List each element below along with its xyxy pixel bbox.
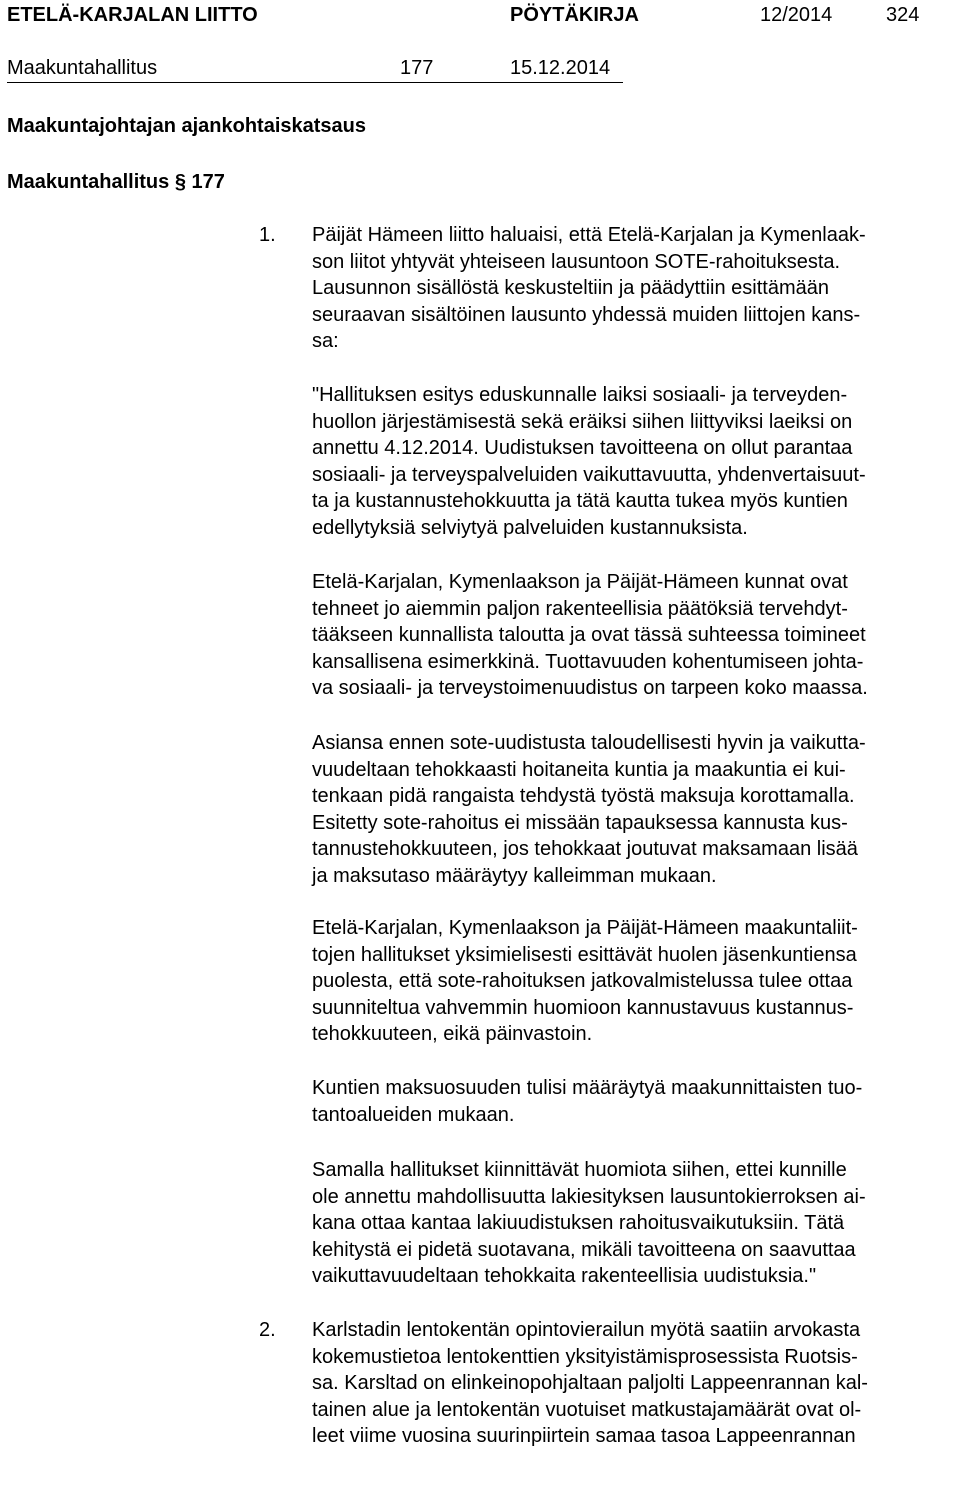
paragraph	[312, 915, 952, 1048]
text-line: "Hallituksen esitys eduskunnalle laiksi sosiaali- ja terveyden-	[312, 384, 848, 406]
text-line: tojen hallitukset yksimielisesti esittävät huolen jäsenkuntiensa	[312, 943, 857, 966]
text-line: Etelä-Karjalan, Kymenlaakson ja Päijät-Hämeen kunnat ovat	[312, 571, 848, 593]
paragraph	[312, 1317, 952, 1450]
document-number: 12/2014	[760, 4, 833, 26]
text-line: son liitot yhtyvät yhteiseen lausuntoon SOTE-rahoituksesta.	[312, 250, 841, 273]
text-line: annettu 4.12.2014. Uudistuksen tavoitteena on ollut parantaa	[312, 437, 853, 460]
page-number: 324	[886, 4, 920, 26]
text-line: seuraavan sisältöinen lausunto yhdessä muiden liittojen kans-	[312, 303, 861, 326]
list-number: 2.	[259, 1319, 276, 1341]
text-line: sa:	[312, 330, 339, 353]
text-line: tehneet jo aiemmin paljon rakenteellisia päätöksiä tervehdyt-	[312, 597, 848, 620]
text-line: kana ottaa kantaa lakiuudistuksen rahoitusvaikutuksiin. Tätä	[312, 1212, 845, 1235]
text-line: Kuntien maksuosuuden tulisi määräytyä maakunnittaisten tuo-	[312, 1077, 863, 1099]
paragraph	[312, 1075, 952, 1128]
text-line: tenkaan pidä rangaista tehdystä työstä maksuja korottamalla.	[312, 785, 855, 808]
text-line: kansallisena esimerkkinä. Tuottavuuden kohentumiseen johta-	[312, 650, 864, 673]
meeting-date: 15.12.2014	[510, 57, 611, 79]
list-number: 1.	[259, 224, 276, 246]
organization-name: ETELÄ-KARJALAN LIITTO	[7, 4, 258, 26]
paragraph	[312, 222, 952, 355]
text-line: tehokkuuteen, eikä päinvastoin.	[312, 1023, 593, 1046]
text-line: ja maksutaso määräytyy kalleimman mukaan.	[312, 864, 717, 887]
section-number: 177	[400, 57, 434, 79]
text-line: leet viime vuosina suurinpiirtein samaa tasoa Lappeenrannan	[312, 1425, 856, 1448]
text-line: kokemustietoa lentokenttien yksityistämisprosessista Ruotsis-	[312, 1345, 858, 1368]
text-line: huollon järjestämisestä sekä eräiksi siihen liittyviksi laeiksi on	[312, 410, 853, 433]
document-type: PÖYTÄKIRJA	[510, 4, 639, 26]
text-line: ta ja kustannustehokkuutta ja tätä kautta tukea myös kuntien	[312, 490, 848, 513]
text-line: tannustehokkuuteen, jos tehokkaat joutuvat maksamaan lisää	[312, 838, 858, 861]
text-line: tainen alue ja lentokentän vuotuiset matkustajamäärät ovat ol-	[312, 1398, 862, 1421]
text-line: Lausunnon sisällöstä keskusteltiin ja päädyttiin esittämään	[312, 277, 829, 300]
meeting-body: Maakuntahallitus	[7, 57, 158, 79]
text-line: tääkseen kunnallista taloutta ja ovat tässä suhteessa toimineet	[312, 624, 866, 647]
text-line: va sosiaali- ja terveystoimenuudistus on tarpeen koko maassa.	[312, 677, 868, 700]
paragraph	[312, 730, 952, 890]
page-title: Maakuntajohtajan ajankohtaiskatsaus	[7, 115, 367, 137]
text-line: edellytyksiä selviytyä palveluiden kustannuksista.	[312, 516, 748, 539]
text-line: Karlstadin lentokentän opintovierailun myötä saatiin arvokasta	[312, 1319, 861, 1341]
text-line: suunniteltua vahvemmin huomioon kannustavuus kustannus-	[312, 996, 854, 1019]
text-line: vuudeltaan tehokkaasti hoitaneita kuntia ja maakuntia ei kui-	[312, 758, 846, 781]
text-line: vaikuttavuudeltaan tehokkaita rakenteellisia uudistuksia."	[312, 1265, 817, 1288]
section-label: Maakuntahallitus § 177	[7, 171, 225, 193]
text-line: sosiaali- ja terveyspalveluiden vaikuttavuutta, yhdenvertaisuut-	[312, 463, 866, 486]
text-line: Samalla hallitukset kiinnittävät huomiota siihen, ettei kunnille	[312, 1159, 847, 1181]
text-line: tantoalueiden mukaan.	[312, 1103, 515, 1126]
text-line: sa. Karsltad on elinkeinopohjaltaan paljolti Lappeenrannan kal-	[312, 1372, 868, 1395]
text-line: ole annettu mahdollisuutta lakiesityksen lausuntokierroksen ai-	[312, 1185, 866, 1208]
paragraph	[312, 382, 952, 542]
text-line: Etelä-Karjalan, Kymenlaakson ja Päijät-Hämeen maakuntaliit-	[312, 917, 858, 939]
text-line: Päijät Hämeen liitto haluaisi, että Etelä-Karjalan ja Kymenlaak-	[312, 224, 866, 246]
text-line: kehitystä ei pidetä suotavana, mikäli tavoitteena on saavuttaa	[312, 1238, 856, 1261]
text-line: Esitetty sote-rahoitus ei missään tapauksessa kannusta kus-	[312, 811, 848, 834]
text-line: Asiansa ennen sote-uudistusta taloudellisesti hyvin ja vaikutta-	[312, 732, 866, 754]
paragraph	[312, 569, 952, 702]
text-line: puolesta, että sote-rahoituksen jatkovalmistelussa tulee ottaa	[312, 970, 853, 993]
paragraph	[312, 1157, 952, 1290]
header-underline	[7, 82, 623, 83]
